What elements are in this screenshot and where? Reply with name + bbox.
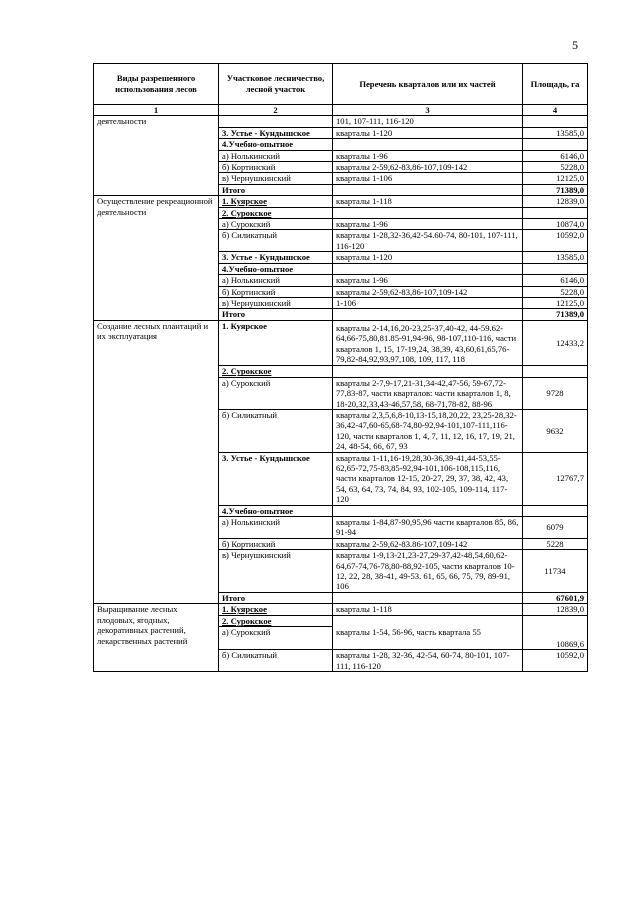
area-cell: 5228 (523, 538, 588, 549)
quarters-cell: 1-106 (333, 297, 523, 308)
quarters-cell (333, 184, 523, 195)
column-number-row (94, 105, 588, 116)
area-cell (523, 207, 588, 218)
forestry-cell: 1. Куярское (219, 604, 333, 615)
quarters-cell: кварталы 1-11,16-19,28,30-36,39-41,44-53,55-62,65-72,75-83,85-92,94-101,106-108,115,116, части кварталов 12-15, 20-27, 29, 37, 38, 42, 43, 54, 63, 64, 73, 74, 84, 93, 102-105, 109-114, 117-120 (333, 452, 523, 505)
area-cell: 12767,7 (523, 452, 588, 505)
forestry-cell: 1. Куярское (219, 320, 333, 366)
quarters-cell (333, 207, 523, 218)
area-cell: 6146,0 (523, 150, 588, 161)
forestry-cell: б) Силикатный (219, 650, 333, 672)
forestry-cell: а) Нолькинский (219, 275, 333, 286)
area-cell: 10869,6 (523, 615, 588, 649)
forestry-cell: а) Сурокский (219, 377, 333, 409)
area-cell (523, 366, 588, 377)
quarters-cell: кварталы 1-9,13-21,23-27,29-37,42-48,54,60,62-64,67-74,76-78,80-88,92-105, части кварталов 10-12, 22, 28, 38-41, 49-53. 61, 65, 66, 75, 79, 89-91, 106 (333, 550, 523, 593)
forestry-cell: б) Силикатный (219, 409, 333, 452)
forestry-cell: а) Сурокский (219, 627, 333, 650)
forestry-cell: б) Силикатный (219, 230, 333, 252)
use-type-cell: Выращивание лесных плодовых, ягодных, декоративных растений, лекарственных растений (94, 604, 219, 672)
area-cell: 11734 (523, 550, 588, 593)
use-type-cell: Осуществление рекреационной деятельности (94, 196, 219, 320)
forest-use-table (93, 63, 588, 672)
total-label: Итого (219, 309, 333, 320)
quarters-cell (333, 139, 523, 150)
forestry-cell: 3. Устье - Кундышское (219, 252, 333, 263)
forestry-cell: 2. Сурокское (219, 366, 333, 377)
col-num-4: 4 (523, 105, 588, 116)
total-area: 67601,9 (523, 592, 588, 603)
total-label: Итого (219, 592, 333, 603)
quarters-cell: кварталы 2-59,62-83,86-107,109-142 (333, 162, 523, 173)
quarters-cell: кварталы 1-28, 32-36, 42-54, 60-74, 80-101, 107-111, 116-120 (333, 650, 523, 672)
forestry-cell: 2. Сурокское (219, 207, 333, 218)
area-cell: 5228,0 (523, 162, 588, 173)
forestry-cell: б) Кортинский (219, 286, 333, 297)
use-type-cell: Создание лесных плантаций и их эксплуатация (94, 320, 219, 604)
col-num-1: 1 (94, 105, 219, 116)
area-cell (523, 505, 588, 516)
quarters-cell: кварталы 1-96 (333, 150, 523, 161)
area-cell: 9728 (523, 377, 588, 409)
header-use-type: Виды разрешенного использования лесов (94, 64, 219, 105)
area-cell: 10592,0 (523, 650, 588, 672)
table-row (94, 604, 588, 615)
col-num-3: 3 (333, 105, 523, 116)
quarters-cell: кварталы 2-59,62-83.86-107,109-142 (333, 538, 523, 549)
quarters-cell: кварталы 1-106 (333, 173, 523, 184)
quarters-cell: кварталы 1-54, 56-96, часть квартала 55 (333, 615, 523, 649)
forestry-cell: а) Нолькинский (219, 517, 333, 539)
quarters-cell: кварталы 2,3,5,6,8-10,13-15,18,20,22, 23,25-28,32-36,42-47,60-65,68-74,80-92,94-101,107-111,116-120, части кварталов 1, 4, 7, 11, 12, 16, 17, 19, 21, 24, 48-54, 66, 67, 93 (333, 409, 523, 452)
area-cell: 5228,0 (523, 286, 588, 297)
forestry-cell: в) Чернушкинский (219, 173, 333, 184)
forestry-cell: 1. Куярское (219, 196, 333, 207)
area-cell: 13585,0 (523, 127, 588, 138)
area-cell (523, 116, 588, 127)
total-label: Итого (219, 184, 333, 195)
use-type-cell: деятельности (94, 116, 219, 196)
area-cell: 12839,0 (523, 604, 588, 615)
quarters-cell: кварталы 1-28,32-36,42-54.60-74, 80-101, 107-111, 116-120 (333, 230, 523, 252)
area-cell: 9632 (523, 409, 588, 452)
forestry-cell: а) Нолькинский (219, 150, 333, 161)
quarters-cell: кварталы 1-118 (333, 196, 523, 207)
forestry-cell: 3. Устье - Кундышское (219, 127, 333, 138)
area-cell: 10874,0 (523, 219, 588, 230)
forestry-cell: 2. Сурокское (219, 615, 333, 626)
total-area: 71389,0 (523, 184, 588, 195)
col-num-2: 2 (219, 105, 333, 116)
total-area: 71389,0 (523, 309, 588, 320)
quarters-cell: кварталы 1-84,87-90,95,96 части кварталов 85, 86, 91-94 (333, 517, 523, 539)
quarters-cell (333, 366, 523, 377)
area-cell (523, 139, 588, 150)
quarters-cell: кварталы 1-118 (333, 604, 523, 615)
header-row (94, 64, 588, 105)
forestry-cell: 4.Учебно-опытное (219, 263, 333, 274)
forestry-cell: а) Сурокский (219, 219, 333, 230)
area-cell: 12125,0 (523, 173, 588, 184)
area-cell: 12839,0 (523, 196, 588, 207)
forestry-cell: б) Кортинский (219, 162, 333, 173)
header-quarters: Перечень кварталов или их частей (333, 64, 523, 105)
quarters-cell: кварталы 1-120 (333, 127, 523, 138)
page-number: 5 (572, 38, 578, 52)
quarters-cell: 101, 107-111, 116-120 (333, 116, 523, 127)
forestry-cell: б) Кортинский (219, 538, 333, 549)
header-area: Площадь, га (523, 64, 588, 105)
quarters-cell: кварталы 2-7,9-17,21-31,34-42,47-56, 59-67,72-77,83-87, части кварталов: части кварталов 1, 8, 18-20,32,33,43-46,57,58, 68-71,78-82, 88-96 (333, 377, 523, 409)
quarters-cell: кварталы 2-14,16,20-23,25-37,40-42, 44-59.62-64,66-75,80,81.85-91,94-96, 98-107,110-116, части кварталов 1, 15, 17-19,24, 38,39, 43,60,61,65,76-79,82-84,92,93,97,108, 109, 117, 118 (333, 320, 523, 366)
quarters-cell (333, 263, 523, 274)
table-row (94, 320, 588, 366)
area-cell: 6079 (523, 517, 588, 539)
forestry-cell: 3. Устье - Кундышское (219, 452, 333, 505)
area-cell: 12433,2 (523, 320, 588, 366)
quarters-cell: кварталы 1-120 (333, 252, 523, 263)
forestry-cell (219, 116, 333, 127)
forestry-cell: 4.Учебно-опытное (219, 505, 333, 516)
area-cell (523, 263, 588, 274)
header-forestry: Участковое лесничество, лесной участок (219, 64, 333, 105)
quarters-cell: кварталы 1-96 (333, 275, 523, 286)
quarters-cell: кварталы 1-96 (333, 219, 523, 230)
quarters-cell (333, 592, 523, 603)
forestry-cell: в) Чернушкинский (219, 297, 333, 308)
area-cell: 6146,0 (523, 275, 588, 286)
area-cell: 13585,0 (523, 252, 588, 263)
quarters-cell: кварталы 2-59,62-83,86-107,109-142 (333, 286, 523, 297)
table-row (94, 116, 588, 127)
quarters-cell (333, 309, 523, 320)
forestry-cell: в) Чернушкинский (219, 550, 333, 593)
table-row (94, 196, 588, 207)
forestry-cell: 4.Учебно-опытное (219, 139, 333, 150)
quarters-cell (333, 505, 523, 516)
area-cell: 12125,0 (523, 297, 588, 308)
area-cell: 10592,0 (523, 230, 588, 252)
